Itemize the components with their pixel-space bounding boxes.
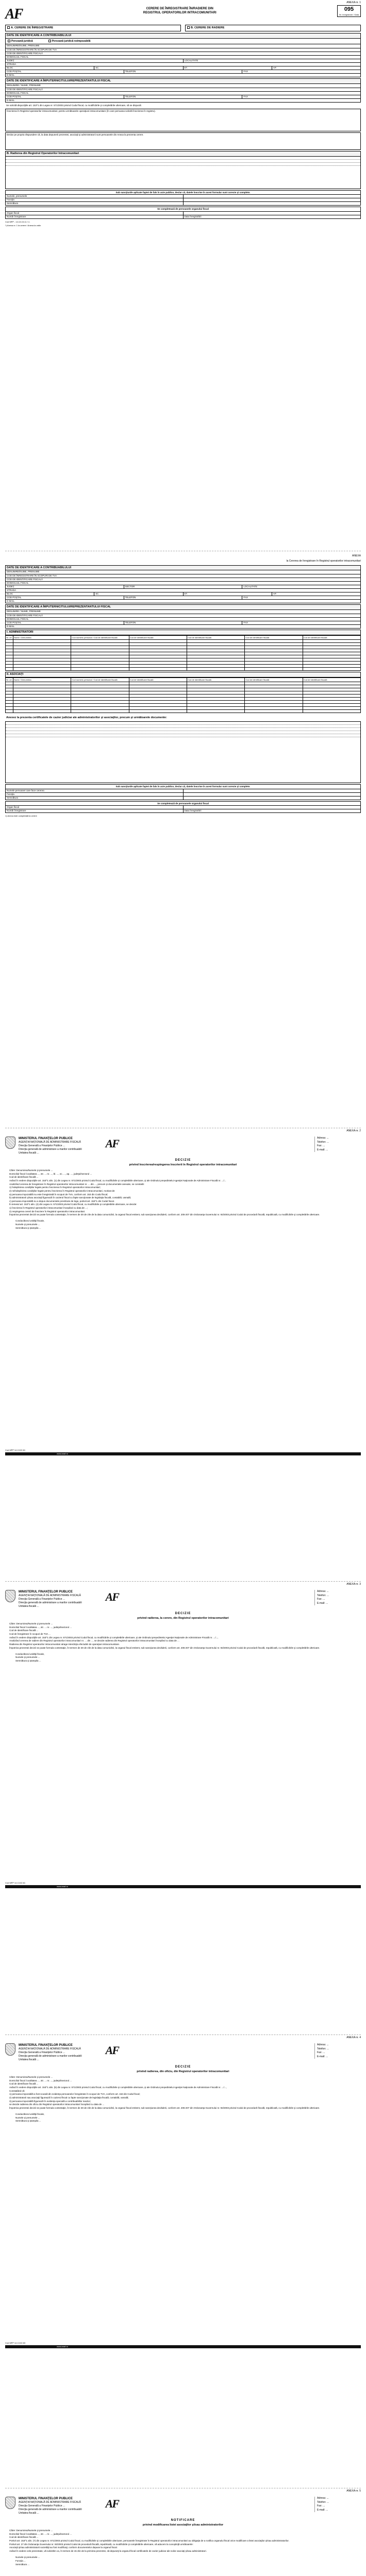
taxpayer-fields <box>6 44 360 77</box>
section-heading: DATE DE IDENTIFICARE A ÎMPUTERNICITULUI/REPREZENTANTULUI FISCAL <box>6 79 360 84</box>
paragraph: a) persoana impozabilă nu este înregistrată în scopuri de TVA, conform art. 153 din Codul fiscal; <box>9 1193 108 1196</box>
column-header: Nr. crt. <box>6 636 12 639</box>
fiscal-organ-box: Se completează de persoanele organului fiscal Organ fiscal Număr înregistrare Data înregistrării <box>5 801 361 814</box>
anaf-logo: AF <box>5 6 23 23</box>
paragraph: 1) persoana impozabilă a fost scoasă din evidenţa persoanelor înregistrate în scopuri de TVA, conform art. 153 din Codul fiscal; <box>9 2093 140 2096</box>
address-block: Adresa: ... Telefon: ... Fax: ... E-mail: ... <box>314 1137 361 1152</box>
paragraph: se decide radierea din oficiu din Registrul operatorilor intracomunitari începând cu data de ... <box>9 2103 105 2106</box>
column-header: Nume / Denumirea <box>13 636 71 639</box>
column-header: Cod numeric personal / Cod de identificare fiscală <box>71 678 128 682</box>
form-field[interactable]: COD DE IDENTIFICARE FISCALĂ <box>7 578 43 581</box>
paragraph: Împotriva prezentei decizii se poate formula contestaţie, în termen de 30 de zile de la data comunicării, la organul fiscal emitent, sub sancţiunea decăderii, conform art. 205-207 din Ordonanţa Guvernului nr. 92/2003 privind Codul de procedură fiscală, republicată, cu modificările şi completările ulterioare. <box>9 2106 320 2109</box>
paragraph: 3) persoana impozabilă figurează în evidenţa specială a contribuabililor inactivi; <box>9 2099 91 2103</box>
paragraph: Având în vedere dispoziţiile art. 153^1 din Legea nr. 571/2003 privind Codul fiscal, cu modificările şi completările ulterioare, şi ale Ordinului preşedintelui Agenţiei Naţionale de Administrare Fiscală nr. .../..., <box>9 1636 219 1639</box>
column-header: Cod de identificare fiscală <box>187 636 244 639</box>
form-code: Cod MFP 14.13.02.63 <box>5 2342 26 2345</box>
form-field[interactable]: COD DE IDENTIFICARE FISCALĂ <box>7 614 43 617</box>
table-row[interactable] <box>6 700 360 703</box>
signature-box: Sub sancţiunile aplicate faptei de fals în acte publice, declar că, datele înscrise în acest formular sunt corecte şi complete. Numele, prenumele Funcţia Semnătura <box>5 190 361 206</box>
annex-label: ANEXA <box>352 554 361 557</box>
form-field[interactable]: SC. <box>94 66 182 70</box>
paragraph: Potrivit art. 27 din Ordonanţa Guvernului nr. 92/2003 privind Codul de procedură fiscală, republicată, cu modificările şi completările ulterioare, vă aducem la cunoştinţă următoarele: <box>9 2543 193 2546</box>
annex-subtitle: la Cererea de înregistrare în Registrul operatorilor intracomunitari <box>286 560 361 563</box>
attachments-note: Anexez la prezenta certificatele de cazier judiciar ale administratorilor şi asociaţilor, precum şi următoarele documente: <box>6 716 167 719</box>
signature-block: Conducătorul unităţii fiscale, Numele şi prenumele ... Semnătura şi ştampila ... <box>15 1219 45 1229</box>
form-number-box: 095 Nr. înregistrare / Data <box>337 5 361 17</box>
decisions-container <box>5 1128 361 2576</box>
issuer-block: MINISTERUL FINANŢELOR PUBLICE AGENŢIA NAŢIONALĂ DE ADMINISTRARE FISCALĂ Direcţia Generală a Finanţelor Publice ... Direcţia generală de administrare a marilor contribuabili Unitatea fiscală ... <box>19 1590 82 1608</box>
form-field[interactable]: FAX <box>242 70 360 73</box>
form-095-page <box>5 0 361 551</box>
legal-note: Se solicită dispoziţiile art. 153^1 din Legea nr. 571/2003 privind Codul fiscal, cu modificările şi completările ulterioare, să se dispună: <box>6 104 142 107</box>
annex-label: ANEXA nr. 5 <box>346 2489 361 2493</box>
paragraph: 2) respingerea cererii de înscriere în Registrul operatorilor intracomunitari. <box>9 1210 86 1213</box>
form-field[interactable]: COD DE ÎNREGISTRARE ÎN SCOPURI DE TVA <box>7 574 57 578</box>
form-field[interactable]: JUDEŢ <box>7 59 14 62</box>
anaf-logo: AF <box>105 1590 119 1604</box>
form-field[interactable]: ET. <box>183 66 272 70</box>
form-field[interactable]: BLOC <box>7 592 13 596</box>
declaration-box: Declar pe propria răspundere că, la data depunerii prezentei, asociaţii şi administratorii sunt persoanele din Anexa la prezenta cerere. <box>5 132 361 150</box>
anaf-logo: AF <box>105 2497 119 2511</box>
table-row[interactable] <box>6 667 360 670</box>
form-field[interactable]: JUDEŢ <box>7 585 14 588</box>
paragraph: 1) îndeplinirea condiţiilor legale pentru înscrierea în Registrul operatorilor intracomunitari; <box>9 1186 101 1189</box>
paragraph: Domiciliul fiscal: localitatea ..., str. ... nr. ..., bl. ..., sc. ..., ap. ..., judeţul/sectorul ... <box>9 1172 92 1175</box>
form-footnote: *) Anexa nr. 1 la cerere / Anexa la ordin <box>5 224 41 227</box>
paragraph: b) administratorii şi/sau asociaţii figurează în cazierul fiscal cu fapte sancţionate de legislaţia fiscală, contabilă, vamală; <box>9 1196 131 1199</box>
paragraph: Domiciliul fiscal: localitatea ..., str. ... nr. ..., judeţul/sectorul ... <box>9 2079 72 2082</box>
form-field[interactable]: COD DE IDENTIFICARE FISCALĂ <box>7 88 43 91</box>
form-field[interactable]: DOMICILIUL FISCAL <box>7 56 29 59</box>
decision-title: NOTIFICARE <box>171 2519 195 2522</box>
table-row[interactable] <box>6 652 360 655</box>
form-title: CERERE DE ÎNREGISTRARE ÎN/RADIERE DIN REGISTRUL OPERATORILOR INTRACOMUNITARI <box>143 7 217 14</box>
associates-table: II. ASOCIAŢI Nr. crt. Nume / Denumirea Cod numeric personal / Cod de identificare fiscală Cod de identificare fiscală Cod de identificare fiscală Cod de identificare fiscală Cod de identificare fiscală <box>5 672 361 713</box>
representative-section: DATE DE IDENTIFICARE A ÎMPUTERNICITULUI/REPREZENTANTULUI FISCAL DENUMIRE / NUME, PRENUME COD DE IDENTIFICARE FISCALĂ DOMICILIUL FISCAL COD POŞTAL TELEFON FAX E-MAIL <box>5 604 361 629</box>
decision-page <box>5 2488 361 2576</box>
paragraph: Către: Denumirea/Numele şi prenumele ... <box>9 1169 53 1172</box>
column-header: Nr. crt. <box>6 679 12 681</box>
form-field[interactable]: TELEFON <box>124 70 242 73</box>
signature-block: Numele şi prenumele ... Funcţia ... Semnătura ... <box>15 2556 40 2566</box>
table-row[interactable] <box>6 664 360 667</box>
operations-box[interactable]: Înscrierea în Registrul operatorilor intracomunitari, pentru următoarele operaţiuni intracomunitare (în care persoana solicită înscrierea în registru). <box>5 109 361 131</box>
table-row[interactable] <box>6 709 360 713</box>
decision-subtitle: privind înscrierea/respingerea înscrierii în Registrul operatorilor intracomunitari <box>129 1163 237 1166</box>
paragraph: Potrivit art. 153^1 alin. (7) din Legea nr. 571/2003 privind Codul fiscal, cu modificările şi completările ulterioare, persoanele înregistrate în Registrul operatorilor intracomunitari au obligaţia de a notifica organului fiscal orice modificare a listei asociaţilor şi/sau administratorilor. <box>9 2539 289 2543</box>
form-field[interactable]: DOMICILIUL FISCAL <box>7 582 29 585</box>
annex-page <box>5 551 361 1128</box>
form-field[interactable]: LOCALITATE <box>242 585 360 588</box>
form-field[interactable]: DENUMIRE / NUME, PRENUME <box>7 84 41 87</box>
paragraph: Cod de identificare fiscală ... <box>9 2536 39 2539</box>
decision-title: DECIZIE <box>175 1612 191 1616</box>
table-row[interactable] <box>6 649 360 652</box>
request-type-a[interactable]: A. CERERE DE ÎNREGISTRARE <box>5 25 181 31</box>
issuer-block: MINISTERUL FINANŢELOR PUBLICE AGENŢIA NAŢIONALĂ DE ADMINISTRARE FISCALĂ Direcţia Generală a Finanţelor Publice ... Direcţia generală de administrare a marilor contribuabili Unitatea fiscală ... <box>19 2044 82 2061</box>
table-row[interactable] <box>6 691 360 694</box>
representative-fields <box>6 84 360 102</box>
attachments-box[interactable] <box>5 721 361 783</box>
paragraph: Asociaţii şi/sau administratorii societăţii au fost modificaţi, conform documentelor depuse la organul fiscal. <box>9 2546 118 2549</box>
annex-label: ANEXA nr. 1 <box>346 1 361 4</box>
form-field[interactable]: TELEFON <box>124 95 242 98</box>
form-field[interactable]: STRADA <box>7 589 16 592</box>
form-field[interactable]: AP. <box>272 66 360 70</box>
form-field[interactable]: COD POŞTAL <box>7 70 22 73</box>
table-row[interactable] <box>6 697 360 700</box>
form-field[interactable]: BLOC <box>7 66 13 70</box>
footer-bar: www.anaf.ro <box>5 1885 361 1888</box>
paragraph: c) persoana impozabilă nu a depus documentele prevăzute de lege, potrivit art. 153^1 din Codul fiscal. <box>9 1199 114 1202</box>
coat-of-arms-icon <box>5 1137 15 1149</box>
anaf-logo: AF <box>105 1137 119 1150</box>
paragraph: În temeiul art. 153^1 alin. (4) din Legea nr. 571/2003 privind Codul fiscal, cu modificările şi completările ulterioare, se decide: <box>9 1203 137 1206</box>
form-field[interactable]: FAX <box>242 621 360 624</box>
form-code: Cod MFP 14.13.02.61 <box>5 1881 26 1884</box>
decision-subtitle: privind modificarea listei asociaţilor şi/sau administratorilor <box>142 2523 224 2527</box>
annex-footnote: 1) Anexa este completată la cerere <box>5 815 37 818</box>
paragraph: Având în vedere dispoziţiile art. 153^1 alin. (1) din Legea nr. 571/2003 privind Codul fiscal, cu modificările şi completările ulterioare, şi ale Ordinului preşedintelui Agenţiei Naţionale de Administrare Fiscală nr. .../... <box>9 1179 226 1182</box>
paragraph: Către: Denumirea/Numele şi prenumele ... <box>9 2076 53 2079</box>
taxpayer-fields <box>6 570 360 603</box>
issuer-block: MINISTERUL FINANŢELOR PUBLICE AGENŢIA NAŢIONALĂ DE ADMINISTRARE FISCALĂ Direcţia Generală a Finanţelor Publice ... Direcţia generală de administrare a marilor contribuabili Unitatea fiscală ... <box>19 2497 82 2515</box>
paragraph: Radierea din Registrul operatorilor intracomunitari atrage interdicţia efectuării de operaţiuni intracomunitare. <box>9 1642 120 1646</box>
form-field[interactable]: TELEFON <box>124 596 242 599</box>
paragraph: Împotriva prezentei decizii se poate formula contestaţie, în termen de 30 de zile de la data comunicării, la organul fiscal emitent, sub sancţiunea decăderii, conform art. 205-207 din Ordonanţa Guvernului nr. 92/2003 privind Codul de procedură fiscală, republicată, cu modificările şi completările ulterioare. <box>9 1646 320 1649</box>
form-field[interactable]: E-MAIL <box>7 99 15 102</box>
form-field[interactable]: TELEFON <box>124 621 242 624</box>
paragraph: Cod de identificare fiscală ... <box>9 2082 39 2086</box>
form-field[interactable]: LOCALITATE <box>183 59 361 62</box>
paragraph: 2) administratorii sau asociaţii figurează în cazierul fiscal cu fapte sancţionate de legislaţia fiscală, contabilă, vamală; <box>9 2096 129 2099</box>
form-field[interactable]: FAX <box>242 95 360 98</box>
paragraph: Constatând că: <box>9 2089 25 2092</box>
table-row[interactable] <box>6 688 360 691</box>
annex-label: ANEXA nr. 3 <box>346 1583 361 1586</box>
form-field[interactable]: STRADA <box>7 63 16 66</box>
column-header: Cod de identificare fiscală <box>244 636 302 639</box>
table-row[interactable] <box>6 658 360 661</box>
removal-box: B. Radierea din Registrul Operatorilor Intracomunitari <box>5 151 361 189</box>
paragraph: Domiciliul fiscal: localitatea ..., str. ... nr. ..., judeţul/sectorul ... <box>9 2532 72 2535</box>
annex-label: ANEXA nr. 4 <box>346 2036 361 2039</box>
form-field[interactable]: AP. <box>272 592 360 596</box>
annex-label: ANEXA nr. 2 <box>346 1129 361 1132</box>
column-header: Cod de identificare fiscală <box>244 678 302 682</box>
column-header: Nume / Denumirea <box>13 678 71 682</box>
paragraph: Având în vedere cele prezentate, vă solicităm ca, în termen de 15 zile de la primirea prezentei, să depuneţi la organul fiscal certificatele de cazier judiciar ale noilor asociaţi şi/sau administratori. <box>9 2549 207 2552</box>
paragraph: Către: Denumirea/Numele şi prenumele ... <box>9 1622 53 1625</box>
form-field[interactable]: COD POŞTAL <box>7 95 22 98</box>
coat-of-arms-icon <box>5 2497 15 2509</box>
column-header: Cod de identificare fiscală <box>303 678 360 682</box>
form-field[interactable]: E-MAIL <box>7 600 15 603</box>
decision-page <box>5 2035 361 2488</box>
decision-subtitle: privind radierea, din oficiu, din Registrul operatorilor intracomunitari <box>137 2070 229 2073</box>
address-block: Adresa: ... Telefon: ... Fax: ... E-mail: ... <box>314 2497 361 2512</box>
fiscal-organ-box: Se completează de persoanele organului fiscal Organ fiscal Număr înregistrare Data înregistrării <box>5 207 361 219</box>
signature-block: Conducătorul unităţii fiscale, Numele şi prenumele ... Semnătura şi ştampila ... <box>15 2112 45 2123</box>
table-row[interactable] <box>6 682 360 685</box>
representative-section <box>5 78 361 103</box>
decision-title: DECIZIE <box>175 1159 191 1162</box>
column-header: Cod de identificare fiscală <box>303 636 360 639</box>
decision-subtitle: privind radierea, la cerere, din Registrul operatorilor intracomunitari <box>137 1616 229 1620</box>
paragraph: Analizând cererea de înregistrare în Registrul operatorilor intracomunitari nr. ... din ..., precum şi documentele anexate, se constată: <box>9 1182 144 1185</box>
taxpayer-section: DATE DE IDENTIFICARE A CONTRIBUABILULUI DENUMIRE/NUME, PRENUME COD DE ÎNREGISTRARE ÎN SCOPURI DE TVA COD DE IDENTIFICARE FISCALĂ DOMICILIUL FISCAL JUDEŢ SECTOR LOCALITATE STRADA BLOC SC. ET. AP. COD POŞTAL TELEFON FAX E-MAIL <box>5 565 361 604</box>
form-field[interactable]: E-MAIL <box>7 625 15 628</box>
paragraph: Cod de identificare fiscală ... <box>9 1629 39 1632</box>
form-field[interactable]: DENUMIRE/NUME, PRENUME <box>7 44 40 47</box>
form-field[interactable]: COD DE ÎNREGISTRARE ÎN SCOPURI DE TVA <box>7 48 57 52</box>
table-row[interactable] <box>6 639 360 642</box>
address-block: Adresa: ... Telefon: ... Fax: ... E-mail: ... <box>314 2043 361 2059</box>
form-field[interactable]: E-MAIL <box>7 74 15 77</box>
paragraph: Cod de înregistrare în scopuri de TVA ... <box>9 1633 51 1636</box>
column-header: Cod de identificare fiscală <box>187 678 244 682</box>
coat-of-arms-icon <box>5 1590 15 1602</box>
table-row[interactable] <box>6 661 360 664</box>
anaf-logo: AF <box>105 2044 119 2057</box>
table-row[interactable] <box>6 694 360 697</box>
table-row[interactable] <box>6 642 360 646</box>
representative-fields <box>6 610 360 628</box>
paragraph: Analizând cererea de radiere din Registrul operatorilor intracomunitari nr. ... din ..., se decide radierea din Registrul operatorilor intracomunitari începând cu data de ... <box>9 1639 179 1642</box>
table-row[interactable] <box>6 655 360 658</box>
paragraph: 1) înscrierea în Registrul operatorilor intracomunitari începând cu data de ...; <box>9 1207 88 1210</box>
decision-page <box>5 1128 361 1582</box>
table-row[interactable] <box>6 706 360 709</box>
form-field[interactable]: DENUMIRE / NUME, PRENUME <box>7 610 41 613</box>
section-heading: DATE DE IDENTIFICARE A CONTRIBUABILULUI <box>6 33 360 39</box>
footer-bar: www.anaf.ro <box>5 2345 361 2348</box>
signature-box: Sub sancţiunile aplicate faptei de fals în acte publice, declar că, datele înscrise în acest formular sunt corecte şi complete. Numele persoanei care face cererea Funcţia Semnătura <box>5 784 361 800</box>
paragraph: 2) neîndeplinirea condiţiilor legale pentru înscrierea în Registrul operatorilor intracomunitari, motivat de: <box>9 1189 115 1192</box>
form-field[interactable]: COD DE IDENTIFICARE FISCALĂ <box>7 52 43 55</box>
paragraph: Către: Denumirea/Numele şi prenumele ... <box>9 2529 53 2532</box>
column-header: Cod de identificare fiscală <box>129 636 187 639</box>
paragraph: Având în vedere dispoziţiile art. 153^1 alin. (5) din Legea nr. 571/2003 privind Codul fiscal, cu modificările şi completările ulterioare, şi ale Ordinului preşedintelui Agenţiei Naţionale de Administrare Fiscală nr. .../..., <box>9 2086 227 2089</box>
table-row[interactable] <box>6 685 360 688</box>
administrators-table: I. ADMINISTRATORI Nr. crt. Nume / Denumirea Cod numeric personal / Cod de identificare fiscală Cod de identificare fiscală Cod de identificare fiscală Cod de identificare fiscală Cod de identificare fiscală <box>5 630 361 671</box>
paragraph: Împotriva prezentei decizii se poate formula contestaţie, în termen de 30 de zile de la data comunicării, la organul fiscal emitent, sub sancţiunea decăderii, conform art. 205-207 din Ordonanţa Guvernului nr. 92/2003 privind Codul de procedură fiscală, republicată, cu modificările şi completările ulterioare. <box>9 1213 320 1216</box>
issuer-block: MINISTERUL FINANŢELOR PUBLICE AGENŢIA NAŢIONALĂ DE ADMINISTRARE FISCALĂ Direcţia Generală a Finanţelor Publice ... Direcţia generală de administrare a marilor contribuabili Unitatea fiscală ... <box>19 1137 82 1155</box>
column-header: Cod numeric personal / Cod de identificare fiscală <box>71 636 128 639</box>
form-field[interactable]: DOMICILIUL FISCAL <box>7 92 29 95</box>
column-header: Cod de identificare fiscală <box>129 678 187 682</box>
paragraph: Domiciliul fiscal: localitatea ..., str. ... nr. ..., judeţul/sectorul ... <box>9 1625 72 1629</box>
decision-page <box>5 1582 361 2035</box>
signature-block: Conducătorul unităţii fiscale, Numele şi prenumele ... Semnătura şi ştampila ... <box>15 1652 45 1663</box>
request-type-b[interactable]: B. CERERE DE RADIERE <box>185 25 361 31</box>
form-field[interactable]: DOMICILIUL FISCAL <box>7 618 29 621</box>
form-code: Cod MFP - 14.13.15.11 / i.i. <box>5 221 30 223</box>
table-row[interactable] <box>6 646 360 649</box>
form-field[interactable]: SC. <box>94 592 182 596</box>
footer-bar: www.anaf.ro <box>5 1452 361 1455</box>
form-code: Cod MFP 14.13.02.61 <box>5 1448 26 1451</box>
form-field[interactable]: DENUMIRE/NUME, PRENUME <box>7 570 40 573</box>
taxpayer-section: DATE DE IDENTIFICARE A CONTRIBUABILULUI Persoană juridică Persoană juridică neimpozabilă DENUMIRE/NUME, PRENUME COD DE ÎNREGISTRARE ÎN SCOPURI DE TVA COD DE IDENTIFICARE FISCALĂ DOMICILIUL FISCAL JUDEŢ LOCALITATE STRADA BLOC SC. ET. AP. COD POŞTAL TELEFON FAX E-MAIL <box>5 33 361 77</box>
coat-of-arms-icon <box>5 2043 15 2056</box>
paragraph: Cod de identificare fiscală ... <box>9 1176 39 1179</box>
form-field[interactable]: FAX <box>242 596 360 599</box>
form-field[interactable]: COD POŞTAL <box>7 596 22 599</box>
address-block: Adresa: ... Telefon: ... Fax: ... E-mail: ... <box>314 1590 361 1605</box>
decision-title: DECIZIE <box>175 2065 191 2069</box>
table-row[interactable] <box>6 703 360 706</box>
form-field[interactable]: SECTOR <box>124 585 242 588</box>
form-field[interactable]: ET. <box>183 592 272 596</box>
form-field[interactable]: COD POŞTAL <box>7 621 22 624</box>
